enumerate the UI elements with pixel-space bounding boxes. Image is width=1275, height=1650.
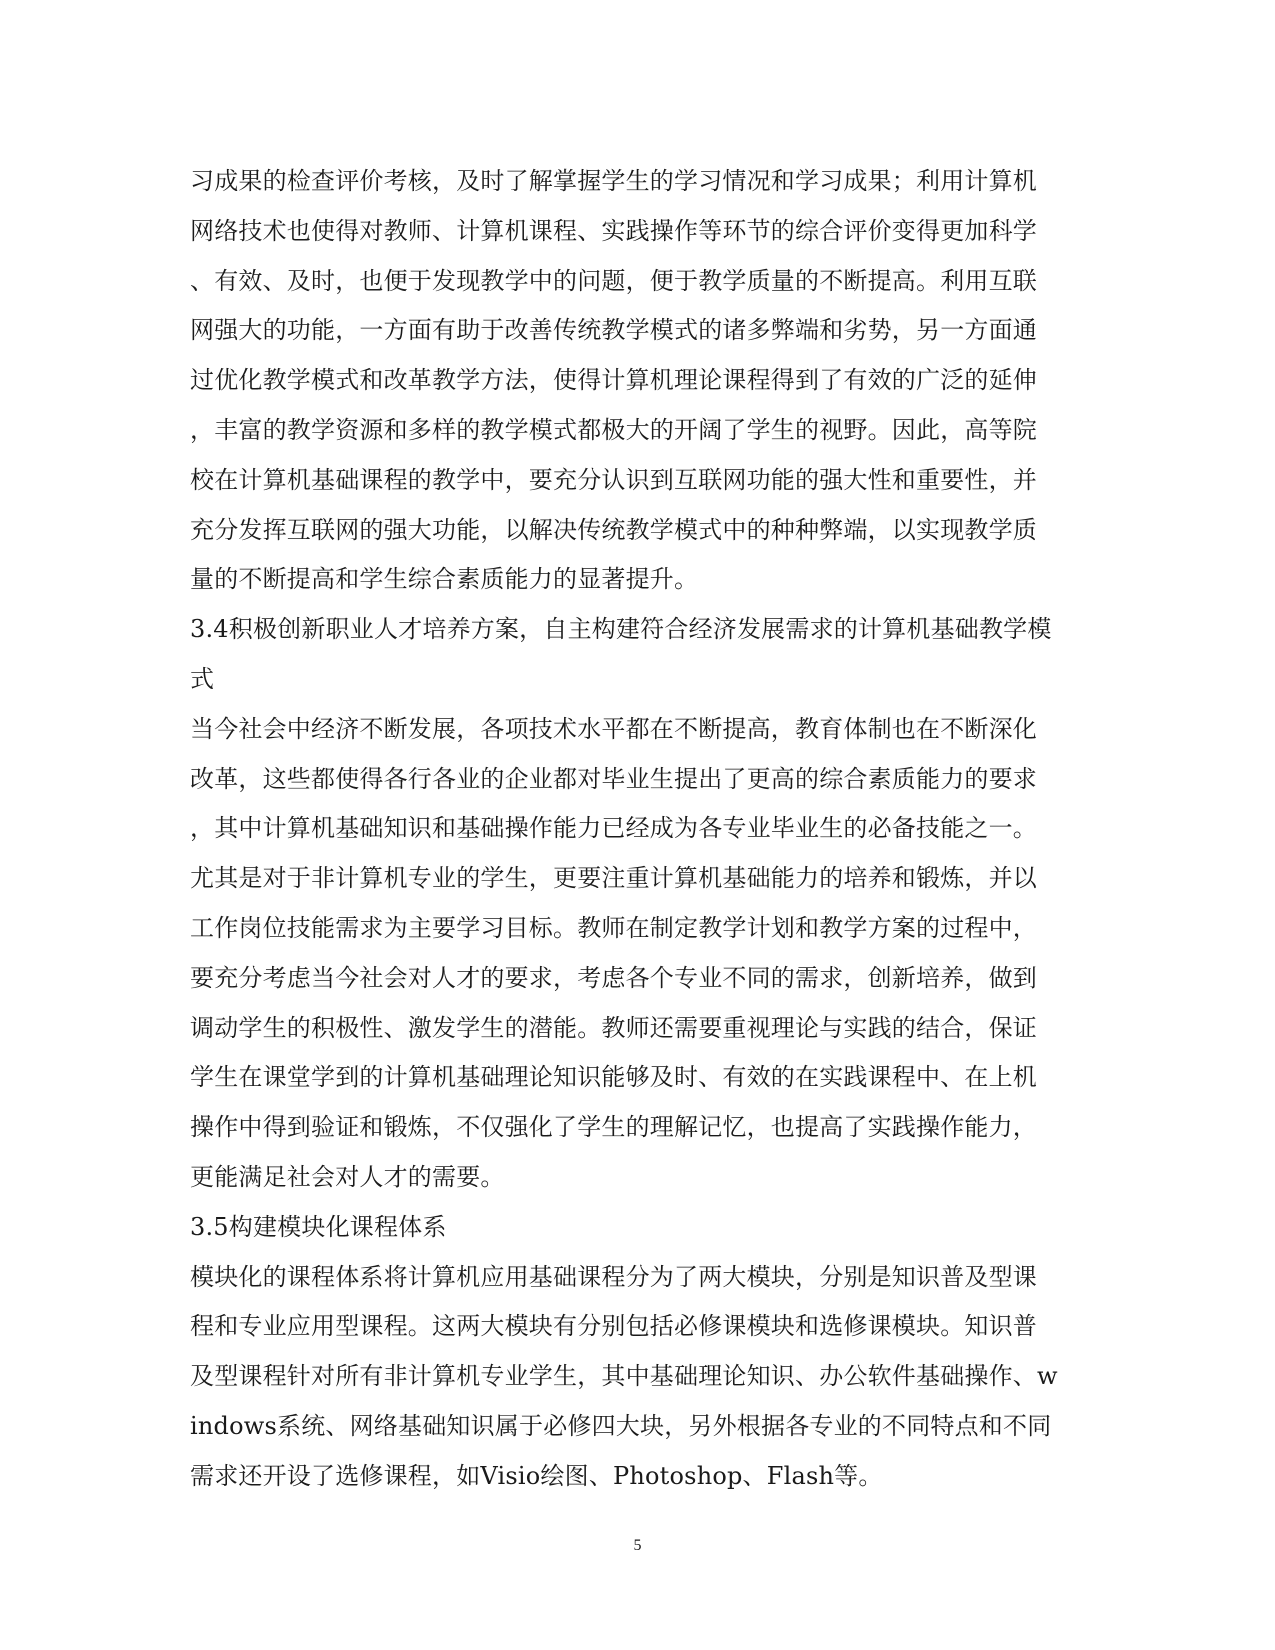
text-line: 校在计算机基础课程的教学中，要充分认识到互联网功能的强大性和重要性，并 bbox=[190, 465, 1037, 494]
section-heading: 3.5构建模块化课程体系 bbox=[190, 1212, 447, 1241]
text-line: 过优化教学模式和改革教学方法，使得计算机理论课程得到了有效的广泛的延伸 bbox=[190, 366, 1037, 395]
text-line: 调动学生的积极性、激发学生的潜能。教师还需要重视理论与实践的结合，保证 bbox=[190, 1013, 1037, 1042]
text-line: 、有效、及时，也便于发现教学中的问题，便于教学质量的不断提高。利用互联 bbox=[190, 266, 1037, 295]
text-line: 学生在课堂学到的计算机基础理论知识能够及时、有效的在实践课程中、在上机 bbox=[190, 1063, 1037, 1092]
text-line: 更能满足社会对人才的需要。 bbox=[190, 1162, 505, 1191]
text-line: 当今社会中经济不断发展，各项技术水平都在不断提高，教育体制也在不断深化 bbox=[190, 714, 1037, 743]
text-line: 改革，这些都使得各行各业的企业都对毕业生提出了更高的综合素质能力的要求 bbox=[190, 764, 1037, 793]
section-heading: 式 bbox=[190, 664, 215, 693]
text-line: 及型课程针对所有非计算机专业学生，其中基础理论知识、办公软件基础操作、w bbox=[190, 1362, 1058, 1391]
body-text bbox=[190, 157, 1090, 1502]
text-line: 要充分考虑当今社会对人才的要求，考虑各个专业不同的需求，创新培养，做到 bbox=[190, 963, 1037, 992]
page-number: 5 bbox=[633, 1537, 642, 1554]
text-line: ，其中计算机基础知识和基础操作能力已经成为各专业毕业生的必备技能之一。 bbox=[190, 814, 1037, 843]
text-line: 操作中得到验证和锻炼，不仅强化了学生的理解记忆，也提高了实践操作能力， bbox=[190, 1113, 1037, 1142]
text-line: indows系统、网络基础知识属于必修四大块，另外根据各专业的不同特点和不同 bbox=[190, 1411, 1052, 1440]
text-line: 习成果的检查评价考核，及时了解掌握学生的学习情况和学习成果；利用计算机 bbox=[190, 167, 1037, 195]
text-line: ，丰富的教学资源和多样的教学模式都极大的开阔了学生的视野。因此，高等院 bbox=[190, 415, 1037, 444]
text-line: 网络技术也使得对教师、计算机课程、实践操作等环节的综合评价变得更加科学 bbox=[190, 216, 1037, 245]
text-line: 程和专业应用型课程。这两大模块有分别包括必修课模块和选修课模块。知识普 bbox=[190, 1312, 1037, 1341]
text-line: 充分发挥互联网的强大功能，以解决传统教学模式中的种种弊端，以实现教学质 bbox=[190, 515, 1037, 544]
text-line: 量的不断提高和学生综合素质能力的显著提升。 bbox=[190, 565, 699, 594]
section-heading: 3.4积极创新职业人才培养方案，自主构建符合经济发展需求的计算机基础教学模 bbox=[190, 615, 1052, 644]
text-line: 尤其是对于非计算机专业的学生，更要注重计算机基础能力的培养和锻炼，并以 bbox=[190, 864, 1037, 893]
text-line: 工作岗位技能需求为主要学习目标。教师在制定教学计划和教学方案的过程中， bbox=[190, 913, 1037, 942]
text-line: 网强大的功能，一方面有助于改善传统教学模式的诸多弊端和劣势，另一方面通 bbox=[190, 316, 1037, 345]
text-line: 需求还开设了选修课程，如Visio绘图、Photoshop、Flash等。 bbox=[190, 1461, 883, 1490]
text-line: 模块化的课程体系将计算机应用基础课程分为了两大模块，分别是知识普及型课 bbox=[190, 1262, 1037, 1291]
